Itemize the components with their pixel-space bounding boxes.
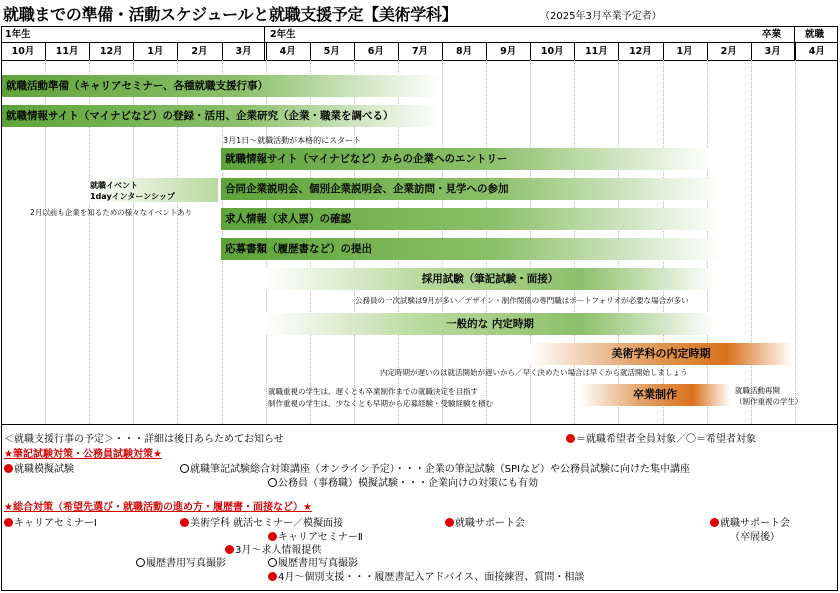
support-legend: ＝就職希望者全員対象／〇＝希望者対象	[566, 430, 756, 445]
event-mock-exam: 就職模擬試験	[4, 460, 74, 475]
month-separator	[398, 43, 399, 60]
support-heading: ＜就職支援行事の予定＞・・・詳細は後日あらためてお知らせ	[4, 434, 284, 445]
month-label: 10月	[11, 46, 35, 57]
month-separator	[442, 43, 443, 60]
restart-note-1: 就職活動再開	[735, 386, 780, 395]
red-dot-icon	[566, 434, 575, 443]
page-title: 就職までの準備・活動スケジュールと就職支援予定【美術学科】	[3, 5, 458, 24]
month-separator	[574, 43, 575, 60]
month-separator	[45, 43, 46, 60]
event-note: 2月以前も企業を知るための様々なイベントあり	[30, 208, 193, 217]
circle-icon	[268, 558, 277, 567]
circle-icon	[268, 478, 277, 487]
month-label: 7月	[411, 46, 428, 57]
event-support-2-sub: （卒展後）	[730, 532, 780, 543]
event-title: 就職イベント	[90, 181, 138, 190]
month-separator	[663, 43, 664, 60]
month-separator	[618, 43, 619, 60]
month-separator	[751, 43, 752, 60]
circle-icon	[136, 558, 145, 567]
event-april-support: 4月～個別支援・・・履歴書記入アドバイス、面接練習、質問・相談	[268, 568, 584, 583]
red-dot-icon	[268, 572, 277, 581]
bar-docs: 応募書類（履歴書など）の提出	[221, 238, 721, 260]
event-photo-2: 履歴書用写真撮影	[268, 554, 358, 569]
red-dot-icon	[4, 518, 13, 527]
grad-label: 卒業	[762, 29, 782, 40]
event-civil-mock: 公務員（事務職）模擬試験・・・企業向けの対策にも有効	[268, 474, 538, 489]
bar-jobinfo: 求人情報（求人票）の確認	[221, 208, 721, 230]
event-written-course: 就職筆記試験総合対策講座（オンライン予定）・・・企業の筆記試験（SPIなど）や公務員試験に向けた集中講座	[180, 460, 690, 475]
month-separator	[530, 43, 531, 60]
section-divider	[1, 424, 838, 425]
month-label: 5月	[323, 46, 340, 57]
month-separator	[486, 43, 487, 60]
creative-note-1: 就職重視の学生は、遅くとも卒業制作までの就職決定を目指す	[268, 387, 478, 396]
event-support-2: 就職サポート会	[710, 514, 790, 529]
red-dot-icon	[268, 532, 277, 541]
bar-grad-work: 卒業制作	[580, 384, 730, 406]
event-support-1: 就職サポート会	[445, 514, 525, 529]
month-label: 4月	[279, 46, 296, 57]
event-art-seminar: 美術学科 就活セミナー／模擬面接	[180, 514, 343, 529]
event-career-seminar-2: キャリアセミナーⅡ	[268, 528, 363, 543]
month-separator	[133, 43, 134, 60]
exam-note: 公務員の一次試験は9月が多い／デザイン・制作関係の専門職はポートフォリオが必要な場合が多い	[355, 296, 689, 305]
month-label: 4月	[808, 46, 825, 57]
month-label: 11月	[55, 46, 79, 57]
month-separator	[795, 43, 796, 60]
month-separator	[310, 43, 311, 60]
red-dot-icon	[710, 518, 719, 527]
bar-entry: 就職情報サイト（マイナビなど）からの企業へのエントリー	[221, 148, 711, 170]
month-label: 6月	[367, 46, 384, 57]
bar-site: 就職情報サイト（マイナビなど）の登録・活用、企業研究（企業・職業を調べる）	[2, 105, 440, 127]
month-gridline	[795, 60, 796, 424]
month-separator	[707, 43, 708, 60]
section-written-heading: ★筆記試験対策・公務員試験対策★	[4, 449, 162, 460]
event-march-info: 3月～求人情報提供	[225, 541, 321, 556]
month-separator	[222, 43, 223, 60]
month-label: 1月	[676, 46, 693, 57]
month-label: 11月	[584, 46, 608, 57]
month-label: 3月	[764, 46, 781, 57]
section-general-heading: ★総合対策（希望先選び・就職活動の進め方・履歴書・面接など）★	[4, 502, 312, 513]
month-label: 10月	[540, 46, 564, 57]
month-label: 12月	[629, 46, 652, 57]
restart-note-2: （制作重視の学生）	[735, 397, 803, 406]
red-dot-icon	[180, 518, 189, 527]
month-label: 2月	[720, 46, 737, 57]
month-label: 12月	[99, 46, 123, 57]
month-label: 8月	[455, 46, 473, 57]
month-separator	[89, 43, 90, 60]
red-dot-icon	[225, 545, 234, 554]
red-dot-icon	[445, 518, 454, 527]
bar-exam: 採用試験（筆記試験・面接）	[265, 268, 715, 290]
event-career-seminar-1: キャリアセミナーⅠ	[4, 514, 97, 529]
month-label: 2月	[191, 46, 208, 57]
bar-offer: 一般的な 内定時期	[265, 313, 715, 335]
red-dot-icon	[4, 464, 13, 473]
month-separator	[266, 43, 267, 60]
year2-label: 2年生	[270, 29, 296, 40]
event-photo-1: 履歴書用写真撮影	[136, 554, 226, 569]
month-gridline	[751, 60, 752, 424]
month-label: 1月	[147, 46, 164, 57]
bar-prep: 就職活動準備（キャリアセミナー、各種就職支援行事）	[2, 75, 440, 97]
employ-label: 就職	[805, 29, 825, 40]
page-subtitle: （2025年3月卒業予定者）	[540, 11, 662, 22]
month-separator	[354, 43, 355, 60]
bar-fair: 合同企業説明会、個別企業説明会、企業訪問・見学への参加	[221, 178, 721, 200]
creative-note-2: 制作重視の学生は、少なくとも早期から応募経験・受験経験を積む	[268, 399, 493, 408]
year1-label: 1年生	[5, 29, 31, 40]
event-sub: 1dayインターンシップ	[90, 192, 175, 201]
art-offer-note: 内定時期が遅いのは就活開始が遅いから／早く決めたい場合は早くから就活開始しましょう	[380, 368, 688, 377]
bar-art-offer: 美術学科の内定時期	[530, 343, 792, 365]
month-label: 3月	[235, 46, 252, 57]
month-separator	[177, 43, 178, 60]
start-note: 3月1日～就職活動が本格的にスタート	[223, 136, 362, 145]
header-bottom	[1, 60, 838, 61]
circle-icon	[180, 464, 189, 473]
month-label: 9月	[500, 46, 517, 57]
